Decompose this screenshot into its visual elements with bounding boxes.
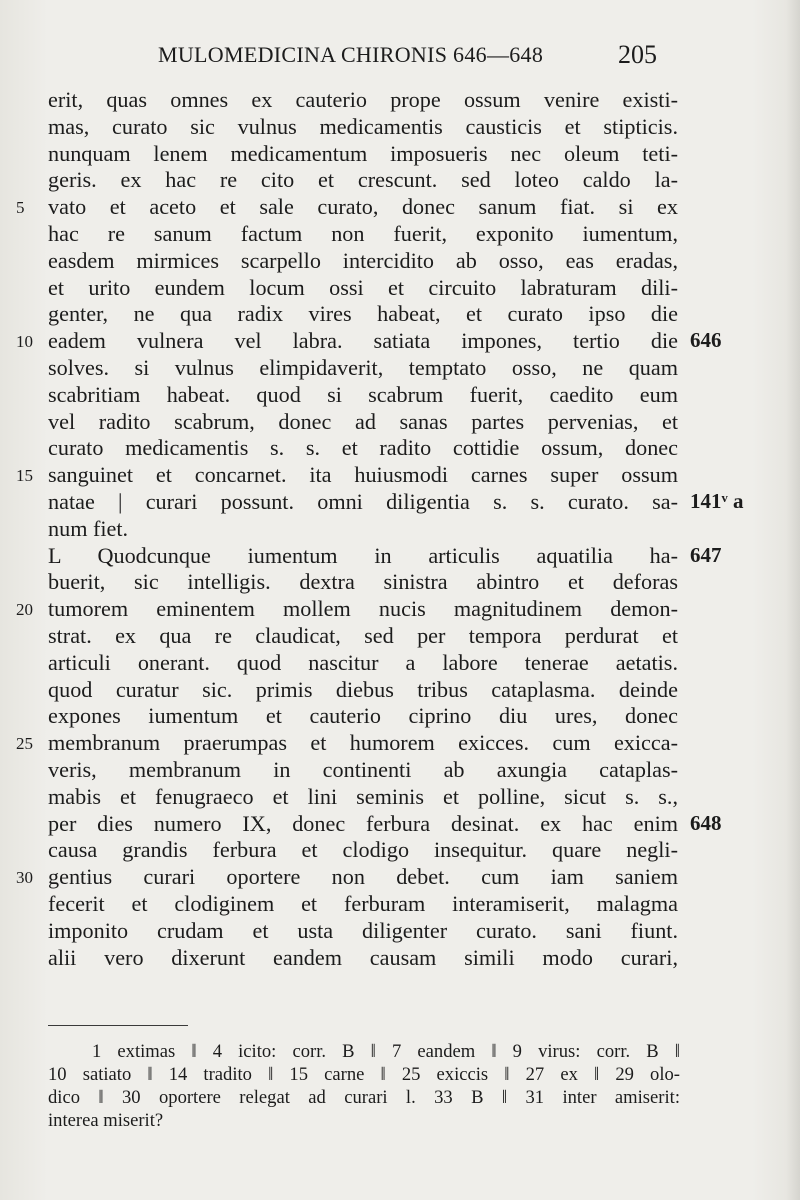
line-number: 25: [16, 734, 33, 754]
text-line: [0, 193, 800, 220]
line-text: expones iumentum et cauterio ciprino diu ures, donec: [48, 703, 678, 729]
margin-chapter-ref: 648: [690, 810, 722, 835]
text-line: [0, 408, 800, 435]
text-line: [0, 890, 800, 917]
line-text: strat. ex qua re claudicat, sed per tempora perdurat et: [48, 622, 678, 648]
text-line: [0, 247, 800, 274]
text-line: [0, 917, 800, 944]
line-number: 20: [16, 600, 33, 620]
line-text: buerit, sic intelligis. dextra sinistra abintro et deforas: [48, 569, 678, 595]
text-line: [0, 381, 800, 408]
text-line: [0, 220, 800, 247]
text-line: [0, 300, 800, 327]
text-line: [0, 434, 800, 461]
line-text: mas, curato sic vulnus medicamentis causticis et stipticis.: [48, 113, 678, 139]
line-text: alii vero dixerunt eandem causam simili modo curari,: [48, 944, 678, 970]
text-line: [0, 729, 800, 756]
footnote-line: 1 extimas ‖ 4 icito: corr. B ‖ 7 eandem ‖ 9 virus: corr. B ‖: [92, 1041, 680, 1062]
text-line: [0, 354, 800, 381]
line-text: mabis et fenugraeco et lini seminis et polline, sicut s. s.,: [48, 783, 678, 809]
text-line: [0, 568, 800, 595]
line-text: articuli onerant. quod nascitur a labore tenerae aetatis.: [48, 649, 678, 675]
text-line: [0, 542, 800, 569]
text-line: [0, 702, 800, 729]
footnote-line: dico ‖ 30 oportere relegat ad curari l. 33 B ‖ 31 inter amiserit:: [48, 1087, 680, 1108]
text-line: [0, 595, 800, 622]
line-number: 5: [16, 198, 25, 218]
text-line: [0, 515, 800, 542]
text-line: [0, 113, 800, 140]
line-text: per dies numero IX, donec ferbura desinat. ex hac enim: [48, 810, 678, 836]
footnote-line: 10 satiato ‖ 14 tradito ‖ 15 carne ‖ 25 exiccis ‖ 27 ex ‖ 29 olo-: [48, 1064, 680, 1085]
footnote-rule: [48, 1025, 188, 1026]
line-text: easdem mirmices scarpello intercidito ab osso, eas eradas,: [48, 247, 678, 273]
main-text: [0, 86, 800, 970]
line-text: vato et aceto et sale curato, donec sanum fiat. si ex: [48, 194, 678, 220]
footnotes: [48, 1040, 680, 1132]
page-number: 205: [618, 40, 657, 69]
text-line: [0, 274, 800, 301]
text-line: [0, 488, 800, 515]
line-text: imponito crudam et usta diligenter curato. sani fiunt.: [48, 917, 678, 943]
text-line: [0, 810, 800, 837]
margin-chapter-ref: 646: [690, 328, 722, 353]
text-line: [0, 783, 800, 810]
text-line: [0, 944, 800, 971]
line-text: geris. ex hac re cito et crescunt. sed loteo caldo la-: [48, 167, 678, 193]
line-text: eadem vulnera vel labra. satiata impones, tertio die: [48, 328, 678, 354]
line-text: et urito eundem locum ossi et circuito labraturam dili-: [48, 274, 678, 300]
line-text: curato medicamentis s. s. et radito cottidie ossum, donec: [48, 435, 678, 461]
line-text: solves. si vulnus elimpidaverit, temptato osso, ne quam: [48, 354, 678, 380]
page-header: [0, 42, 800, 76]
text-line: [0, 676, 800, 703]
text-line: [0, 140, 800, 167]
line-text: scabritiam habeat. quod si scabrum fuerit, caedito eum: [48, 381, 678, 407]
line-text: erit, quas omnes ex cauterio prope ossum venire existi-: [48, 87, 678, 112]
line-text: genter, ne qua radix vires habeat, et curato ipso die: [48, 301, 678, 327]
text-line: [0, 756, 800, 783]
line-text: hac re sanum factum non fuerit, exponito iumentum,: [48, 220, 678, 246]
line-text: vel radito scabrum, donec ad sanas partes pervenias, et: [48, 408, 678, 434]
margin-chapter-ref: 647: [690, 542, 722, 567]
running-title: MULOMEDICINA CHIRONIS 646—648: [158, 42, 544, 67]
line-text: sanguinet et concarnet. ita huiusmodi carnes super ossum: [48, 462, 678, 488]
text-line: [0, 622, 800, 649]
line-number: 15: [16, 466, 33, 486]
line-text: natae | curari possunt. omni diligentia s. s. curato. sa-: [48, 488, 678, 514]
line-text: membranum praerumpas et humorem exicces. cum exicca-: [48, 730, 678, 756]
line-number: 10: [16, 332, 33, 352]
text-line: [0, 649, 800, 676]
line-text: L Quodcunque iumentum in articulis aquatilia ha-: [48, 542, 678, 568]
margin-chapter-ref: 141ᵛ a: [690, 488, 744, 513]
line-text: quod curatur sic. primis diebus tribus cataplasma. deinde: [48, 676, 678, 702]
line-text: num fiet.: [48, 515, 129, 541]
text-line: [0, 86, 800, 113]
text-line: [0, 836, 800, 863]
line-text: causa grandis ferbura et clodigo insequitur. quare negli-: [48, 837, 678, 863]
line-text: nunquam lenem medicamentum imposueris nec oleum teti-: [48, 140, 678, 166]
text-line: [0, 863, 800, 890]
line-number: 30: [16, 868, 33, 888]
line-text: fecerit et clodiginem et ferburam interamiserit, malagma: [48, 890, 678, 916]
text-line: [0, 461, 800, 488]
footnote-line: interea miserit?: [48, 1110, 164, 1131]
text-line: [0, 166, 800, 193]
text-line: [0, 327, 800, 354]
scan-edge-shadow: [786, 0, 800, 1200]
line-text: veris, membranum in continenti ab axungia cataplas-: [48, 756, 678, 782]
line-text: gentius curari oportere non debet. cum iam saniem: [48, 864, 678, 890]
line-text: tumorem eminentem mollem nucis magnitudinem demon-: [48, 596, 678, 622]
